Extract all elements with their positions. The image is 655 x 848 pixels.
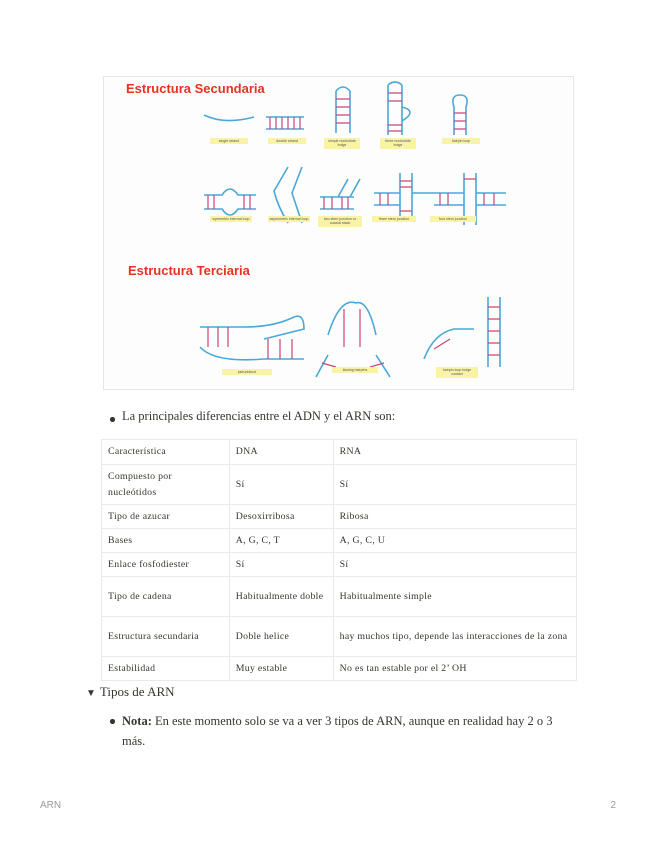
figure-label: symmetric internal loop xyxy=(210,216,252,222)
bullet-dot xyxy=(110,719,115,724)
rna-structure-figure xyxy=(103,76,574,390)
figure-label: four stem junction xyxy=(430,216,476,222)
table-row xyxy=(102,529,577,553)
figure-label: hairpin loop bulge contact xyxy=(436,367,478,378)
table-row xyxy=(102,553,577,577)
base-pairs-three-stem xyxy=(380,181,412,211)
table-cell: Tipo de cadena xyxy=(102,577,230,617)
table-row xyxy=(102,465,577,505)
table-cell: Sí xyxy=(333,553,576,577)
rna-structures-illustration xyxy=(104,77,573,389)
figure-label: pseudoknot xyxy=(222,369,272,375)
footer-page-number: 2 xyxy=(610,800,616,811)
figure-label: hairpin loop xyxy=(442,138,480,144)
table-row xyxy=(102,505,577,529)
table-cell: DNA xyxy=(229,440,333,465)
figure-label: three stem junction xyxy=(372,216,416,222)
footer-doc-title: ARN xyxy=(40,800,62,811)
intro-bullet-text: La principales diferencias entre el ADN y el ARN son: xyxy=(122,409,396,423)
table-row xyxy=(102,617,577,657)
figure-label: simple nucleotide bulge xyxy=(324,138,360,149)
three-nucleotide-bulge-shape xyxy=(388,82,410,135)
table-cell: Doble helice xyxy=(229,617,333,657)
triangle-down-icon[interactable]: ▼ xyxy=(86,688,96,699)
base-pairs-four-stem xyxy=(440,179,494,217)
figure-label: kissing hairpins xyxy=(332,367,378,373)
base-pairs-bulge xyxy=(336,99,350,123)
asymmetric-internal-loop-shape xyxy=(274,167,302,223)
table-cell: RNA xyxy=(333,440,576,465)
figure-label: three nucleotide bulge xyxy=(380,138,416,149)
dna-rna-comparison-table xyxy=(101,439,577,681)
figure-label: double strand xyxy=(268,138,306,144)
base-pairs-sym-loop xyxy=(208,195,250,209)
table-cell: Estabilidad xyxy=(102,657,230,681)
table-cell: Tipo de azucar xyxy=(102,505,230,529)
table-cell: Estructura secundaria xyxy=(102,617,230,657)
table-cell: Sí xyxy=(229,465,333,505)
table-cell: Sí xyxy=(229,553,333,577)
figure-label: two stem junction or coaxial stack xyxy=(318,216,362,227)
table-cell: Característica xyxy=(102,440,230,465)
table-cell: No es tan estable por el 2’ OH xyxy=(333,657,576,681)
note-text: En este momento solo se va a ver 3 tipos de ARN, aunque en realidad hay 2 o 3 más. xyxy=(122,714,553,748)
base-pairs-three-bulge xyxy=(388,93,402,131)
toggle-tipos-de-arn[interactable] xyxy=(86,684,175,700)
table-cell: Enlace fosfodiester xyxy=(102,553,230,577)
figure-heading-secondary: Estructura Secundaria xyxy=(126,81,265,96)
base-pairs-two-stem xyxy=(324,197,348,209)
symmetric-internal-loop-shape xyxy=(204,189,256,215)
kissing-hairpins-shape xyxy=(316,302,390,377)
table-cell: Habitualmente simple xyxy=(333,577,576,617)
simple-bulge-shape xyxy=(336,87,350,133)
base-pairs-pseudoknot xyxy=(208,327,292,359)
table-row xyxy=(102,657,577,681)
base-pairs-kissing xyxy=(322,309,384,367)
table-cell: Bases xyxy=(102,529,230,553)
double-strand-shape xyxy=(266,117,304,129)
single-strand-shape xyxy=(204,115,254,121)
table-row xyxy=(102,577,577,617)
table-cell: Muy estable xyxy=(229,657,333,681)
table-cell: A, G, C, T xyxy=(229,529,333,553)
figure-heading-tertiary: Estructura Terciaria xyxy=(128,263,250,278)
toggle-label: Tipos de ARN xyxy=(99,684,175,699)
figure-label: single strand xyxy=(210,138,248,144)
table-header-row xyxy=(102,440,577,465)
two-stem-junction-shape xyxy=(320,179,360,209)
note-paragraph xyxy=(122,711,562,751)
table-cell: Habitualmente doble xyxy=(229,577,333,617)
pseudoknot-shape xyxy=(200,316,304,360)
figure-label: asymmetric internal loop xyxy=(269,217,309,221)
table-cell: Desoxirribosa xyxy=(229,505,333,529)
base-pairs-bulge-contact xyxy=(434,307,500,355)
table-cell: hay muchos tipo, depende las interacciones de la zona xyxy=(333,617,576,657)
table-cell: Sí xyxy=(333,465,576,505)
table-cell: Ribosa xyxy=(333,505,576,529)
base-pairs-hairpin xyxy=(454,113,466,129)
note-bold-label: Nota: xyxy=(122,714,152,728)
base-pairs-double-strand xyxy=(270,117,300,129)
table-cell: A, G, C, U xyxy=(333,529,576,553)
bullet-dot xyxy=(110,417,115,422)
table-cell: Compuesto por nucleótidos xyxy=(102,465,230,505)
